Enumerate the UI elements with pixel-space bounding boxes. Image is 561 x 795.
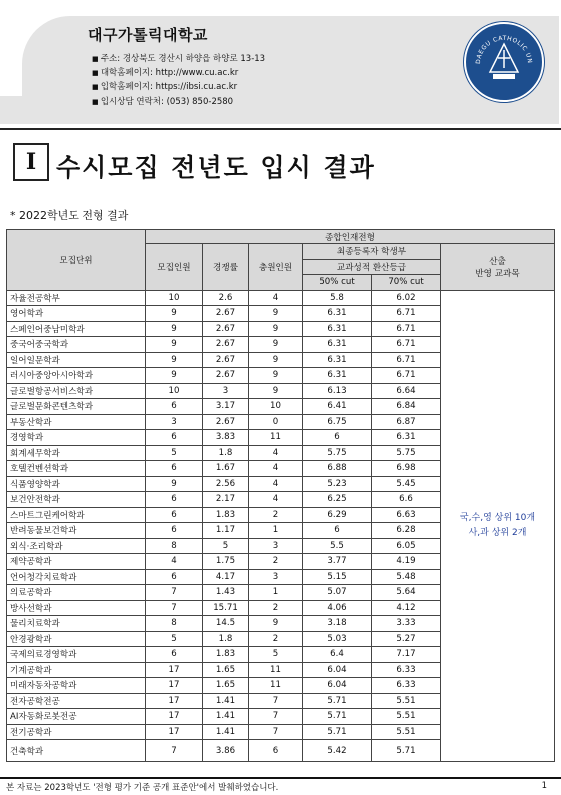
cell-cut-70: 6.71 xyxy=(372,337,441,353)
footer-note: 본 자료는 2023학년도 '전형 평가 기준 공개 표준안'에서 발췌하였습니다. xyxy=(6,783,279,793)
cell-extra: 9 xyxy=(249,352,303,368)
university-seal-icon xyxy=(464,22,544,102)
cell-dept: 반려동물보건학과 xyxy=(7,523,146,539)
calc-note-line-1: 국,수,영 상위 10개 xyxy=(459,512,536,523)
cell-ratio: 1.8 xyxy=(203,445,249,461)
calc-note-line-2: 사,과 상위 2개 xyxy=(468,527,527,538)
contact-line: ■ 입시상담 연락처: (053) 850-2580 xyxy=(92,95,265,109)
cell-dept: 기계공학과 xyxy=(7,662,146,678)
cell-cut-50: 6.31 xyxy=(303,337,372,353)
cell-quota: 17 xyxy=(146,709,203,725)
cell-ratio: 2.67 xyxy=(203,306,249,322)
cell-extra: 7 xyxy=(249,724,303,740)
header-grade-group-2: 교과성적 환산등급 xyxy=(303,259,441,275)
cell-cut-70: 6.33 xyxy=(372,678,441,694)
cell-quota: 9 xyxy=(146,368,203,384)
cell-ratio: 1.41 xyxy=(203,724,249,740)
cell-ratio: 1.8 xyxy=(203,631,249,647)
cell-quota: 6 xyxy=(146,461,203,477)
cell-dept: 의료공학과 xyxy=(7,585,146,601)
cell-ratio: 2.67 xyxy=(203,352,249,368)
cell-ratio: 4.17 xyxy=(203,569,249,585)
cell-cut-50: 5.03 xyxy=(303,631,372,647)
cell-ratio: 1.41 xyxy=(203,693,249,709)
cell-extra: 3 xyxy=(249,569,303,585)
cell-extra: 4 xyxy=(249,445,303,461)
cell-cut-50: 5.5 xyxy=(303,538,372,554)
cell-dept: 전기공학과 xyxy=(7,724,146,740)
cell-cut-70: 6.71 xyxy=(372,321,441,337)
cell-quota: 8 xyxy=(146,538,203,554)
cell-ratio: 3.86 xyxy=(203,740,249,762)
section-subtitle: * 2022학년도 전형 결과 xyxy=(10,209,129,222)
homepage-line: ■ 대학홈페이지: http://www.cu.ac.kr xyxy=(92,66,265,80)
cell-dept: 스마트그린케어학과 xyxy=(7,507,146,523)
cell-dept: 방사선학과 xyxy=(7,600,146,616)
cell-cut-70: 6.87 xyxy=(372,414,441,430)
cell-cut-70: 5.45 xyxy=(372,476,441,492)
cell-quota: 5 xyxy=(146,631,203,647)
cell-quota: 9 xyxy=(146,337,203,353)
header-dept: 모집단위 xyxy=(7,230,146,291)
cell-dept: 건축학과 xyxy=(7,740,146,762)
cell-ratio: 3 xyxy=(203,383,249,399)
cell-dept: AI자동화로봇전공 xyxy=(7,709,146,725)
cell-cut-50: 5.15 xyxy=(303,569,372,585)
cell-cut-70: 3.33 xyxy=(372,616,441,632)
cell-dept: 자율전공학부 xyxy=(7,290,146,306)
section-title: 수시모집 전년도 입시 결과 xyxy=(56,153,376,182)
cell-cut-50: 6.04 xyxy=(303,662,372,678)
cell-quota: 7 xyxy=(146,600,203,616)
cell-cut-70: 4.12 xyxy=(372,600,441,616)
cell-ratio: 1.65 xyxy=(203,678,249,694)
cell-extra: 9 xyxy=(249,337,303,353)
cell-ratio: 1.65 xyxy=(203,662,249,678)
cell-cut-50: 5.07 xyxy=(303,585,372,601)
table-row xyxy=(7,290,555,306)
cell-extra: 4 xyxy=(249,461,303,477)
cell-cut-70: 6.05 xyxy=(372,538,441,554)
cell-extra: 2 xyxy=(249,554,303,570)
cell-cut-70: 5.48 xyxy=(372,569,441,585)
cell-cut-70: 5.75 xyxy=(372,445,441,461)
cell-cut-70: 6.02 xyxy=(372,290,441,306)
cell-quota: 6 xyxy=(146,507,203,523)
cell-dept: 러시아중앙아시아학과 xyxy=(7,368,146,384)
cell-cut-50: 5.71 xyxy=(303,724,372,740)
cell-cut-50: 6.04 xyxy=(303,678,372,694)
cell-extra: 7 xyxy=(249,709,303,725)
cell-quota: 9 xyxy=(146,476,203,492)
cell-cut-70: 6.6 xyxy=(372,492,441,508)
cell-ratio: 2.67 xyxy=(203,414,249,430)
cell-cut-70: 5.51 xyxy=(372,709,441,725)
cell-cut-70: 5.64 xyxy=(372,585,441,601)
footer-divider xyxy=(0,777,561,779)
cell-quota: 6 xyxy=(146,430,203,446)
cell-ratio: 1.83 xyxy=(203,647,249,663)
cell-cut-50: 6.29 xyxy=(303,507,372,523)
cell-extra: 2 xyxy=(249,631,303,647)
cell-cut-50: 6.31 xyxy=(303,368,372,384)
cell-dept: 식품영양학과 xyxy=(7,476,146,492)
cell-ratio: 1.41 xyxy=(203,709,249,725)
cell-extra: 11 xyxy=(249,662,303,678)
cell-ratio: 2.6 xyxy=(203,290,249,306)
cell-cut-50: 6.25 xyxy=(303,492,372,508)
header-calc-line-1: 산출 xyxy=(489,256,506,267)
cell-cut-50: 5.71 xyxy=(303,709,372,725)
cell-cut-70: 5.51 xyxy=(372,724,441,740)
cell-quota: 7 xyxy=(146,585,203,601)
contact-info xyxy=(92,52,265,109)
header-group: 종합인재전형 xyxy=(146,230,555,244)
cell-cut-50: 6.31 xyxy=(303,321,372,337)
cell-quota: 5 xyxy=(146,445,203,461)
admission-results-table xyxy=(6,229,555,762)
cell-dept: 언어청각치료학과 xyxy=(7,569,146,585)
cell-ratio: 1.67 xyxy=(203,461,249,477)
cell-quota: 6 xyxy=(146,523,203,539)
cell-ratio: 15.71 xyxy=(203,600,249,616)
cell-extra: 4 xyxy=(249,492,303,508)
admission-page-line: ■ 입학홈페이지: https://ibsi.cu.ac.kr xyxy=(92,80,265,94)
cell-dept: 미래자동차공학과 xyxy=(7,678,146,694)
cell-cut-50: 6.41 xyxy=(303,399,372,415)
header-calc xyxy=(441,244,555,291)
cell-ratio: 2.67 xyxy=(203,368,249,384)
cell-dept: 스페인어중남미학과 xyxy=(7,321,146,337)
cell-cut-70: 6.71 xyxy=(372,352,441,368)
cell-ratio: 14.5 xyxy=(203,616,249,632)
cell-cut-50: 5.42 xyxy=(303,740,372,762)
header-ratio: 경쟁률 xyxy=(203,244,249,291)
cell-cut-70: 4.19 xyxy=(372,554,441,570)
cell-quota: 10 xyxy=(146,290,203,306)
cell-dept: 전자공학전공 xyxy=(7,693,146,709)
cell-quota: 9 xyxy=(146,306,203,322)
cell-quota: 8 xyxy=(146,616,203,632)
cell-extra: 0 xyxy=(249,414,303,430)
cell-cut-50: 5.75 xyxy=(303,445,372,461)
cell-cut-50: 5.23 xyxy=(303,476,372,492)
cell-ratio: 1.43 xyxy=(203,585,249,601)
cell-extra: 9 xyxy=(249,306,303,322)
university-name: 대구가톨릭대학교 xyxy=(88,26,208,44)
cell-cut-70: 6.84 xyxy=(372,399,441,415)
cell-extra: 9 xyxy=(249,383,303,399)
header-grade-group-1: 최종등록자 학생부 xyxy=(303,244,441,260)
cell-extra: 11 xyxy=(249,678,303,694)
cell-extra: 3 xyxy=(249,538,303,554)
cell-quota: 6 xyxy=(146,492,203,508)
cell-extra: 1 xyxy=(249,523,303,539)
header-quota: 모집인원 xyxy=(146,244,203,291)
header-calc-line-2: 반영 교과목 xyxy=(475,268,520,279)
header-extra: 충원인원 xyxy=(249,244,303,291)
cell-dept: 외식·조리학과 xyxy=(7,538,146,554)
cell-quota: 6 xyxy=(146,647,203,663)
cell-cut-70: 5.51 xyxy=(372,693,441,709)
cell-dept: 부동산학과 xyxy=(7,414,146,430)
cell-quota: 3 xyxy=(146,414,203,430)
cell-ratio: 2.67 xyxy=(203,337,249,353)
cell-quota: 6 xyxy=(146,569,203,585)
cell-extra: 5 xyxy=(249,647,303,663)
cell-extra: 6 xyxy=(249,740,303,762)
cell-cut-70: 6.31 xyxy=(372,430,441,446)
cell-cut-70: 6.63 xyxy=(372,507,441,523)
cell-dept: 중국어중국학과 xyxy=(7,337,146,353)
cell-quota: 17 xyxy=(146,678,203,694)
cell-quota: 17 xyxy=(146,693,203,709)
cell-ratio: 2.67 xyxy=(203,321,249,337)
cell-dept: 국제의료경영학과 xyxy=(7,647,146,663)
cell-quota: 7 xyxy=(146,740,203,762)
cell-ratio: 3.17 xyxy=(203,399,249,415)
cell-cut-50: 6.13 xyxy=(303,383,372,399)
cell-cut-50: 6.88 xyxy=(303,461,372,477)
header-cut-70: 70% cut xyxy=(372,275,441,291)
cell-extra: 10 xyxy=(249,399,303,415)
cell-cut-70: 5.71 xyxy=(372,740,441,762)
cell-quota: 6 xyxy=(146,399,203,415)
cell-extra: 9 xyxy=(249,321,303,337)
svg-text:DAEGU CATHOLIC UNIVERSITY: DAEGU CATHOLIC UN xyxy=(474,34,534,65)
cell-cut-70: 6.33 xyxy=(372,662,441,678)
cell-ratio: 2.17 xyxy=(203,492,249,508)
cell-dept: 영어학과 xyxy=(7,306,146,322)
cell-dept: 호텔컨벤션학과 xyxy=(7,461,146,477)
header-divider xyxy=(0,128,561,130)
cell-cut-50: 6.31 xyxy=(303,352,372,368)
cell-extra: 9 xyxy=(249,616,303,632)
cell-cut-70: 7.17 xyxy=(372,647,441,663)
cell-cut-70: 5.27 xyxy=(372,631,441,647)
cell-cut-50: 5.71 xyxy=(303,693,372,709)
cell-ratio: 2.56 xyxy=(203,476,249,492)
cell-dept: 보건안전학과 xyxy=(7,492,146,508)
cell-cut-50: 6 xyxy=(303,523,372,539)
cell-ratio: 1.17 xyxy=(203,523,249,539)
header-cut-50: 50% cut xyxy=(303,275,372,291)
cell-cut-50: 3.77 xyxy=(303,554,372,570)
cell-dept: 일어일문학과 xyxy=(7,352,146,368)
cell-quota: 10 xyxy=(146,383,203,399)
cell-quota: 9 xyxy=(146,352,203,368)
cell-quota: 17 xyxy=(146,724,203,740)
cell-dept: 글로벌항공서비스학과 xyxy=(7,383,146,399)
cell-cut-50: 6 xyxy=(303,430,372,446)
cell-extra: 2 xyxy=(249,600,303,616)
cell-ratio: 1.83 xyxy=(203,507,249,523)
cell-ratio: 1.75 xyxy=(203,554,249,570)
cell-cut-70: 6.71 xyxy=(372,368,441,384)
cell-cut-70: 6.28 xyxy=(372,523,441,539)
cell-extra: 9 xyxy=(249,368,303,384)
cell-extra: 11 xyxy=(249,430,303,446)
cell-dept: 회계세무학과 xyxy=(7,445,146,461)
cell-quota: 17 xyxy=(146,662,203,678)
cell-cut-50: 6.4 xyxy=(303,647,372,663)
cell-cut-70: 6.71 xyxy=(372,306,441,322)
cell-dept: 글로벌문화콘텐츠학과 xyxy=(7,399,146,415)
section-number: I xyxy=(13,143,49,181)
cell-cut-70: 6.64 xyxy=(372,383,441,399)
cell-cut-50: 6.31 xyxy=(303,306,372,322)
cell-cut-50: 6.75 xyxy=(303,414,372,430)
cell-extra: 2 xyxy=(249,507,303,523)
cell-extra: 4 xyxy=(249,476,303,492)
cell-extra: 4 xyxy=(249,290,303,306)
cell-cut-50: 3.18 xyxy=(303,616,372,632)
cell-ratio: 3.83 xyxy=(203,430,249,446)
cell-extra: 7 xyxy=(249,693,303,709)
page-number: 1 xyxy=(541,781,547,791)
cell-dept: 안경광학과 xyxy=(7,631,146,647)
cell-quota: 9 xyxy=(146,321,203,337)
cell-dept: 제약공학과 xyxy=(7,554,146,570)
cell-cut-50: 5.8 xyxy=(303,290,372,306)
cell-extra: 1 xyxy=(249,585,303,601)
cell-dept: 경영학과 xyxy=(7,430,146,446)
cell-dept: 물리치료학과 xyxy=(7,616,146,632)
cell-quota: 4 xyxy=(146,554,203,570)
address-line: ■ 주소: 경상북도 경산시 하양읍 하양로 13-13 xyxy=(92,52,265,66)
cell-ratio: 5 xyxy=(203,538,249,554)
cell-cut-70: 6.98 xyxy=(372,461,441,477)
cell-cut-50: 4.06 xyxy=(303,600,372,616)
calc-subjects-note xyxy=(441,290,555,762)
